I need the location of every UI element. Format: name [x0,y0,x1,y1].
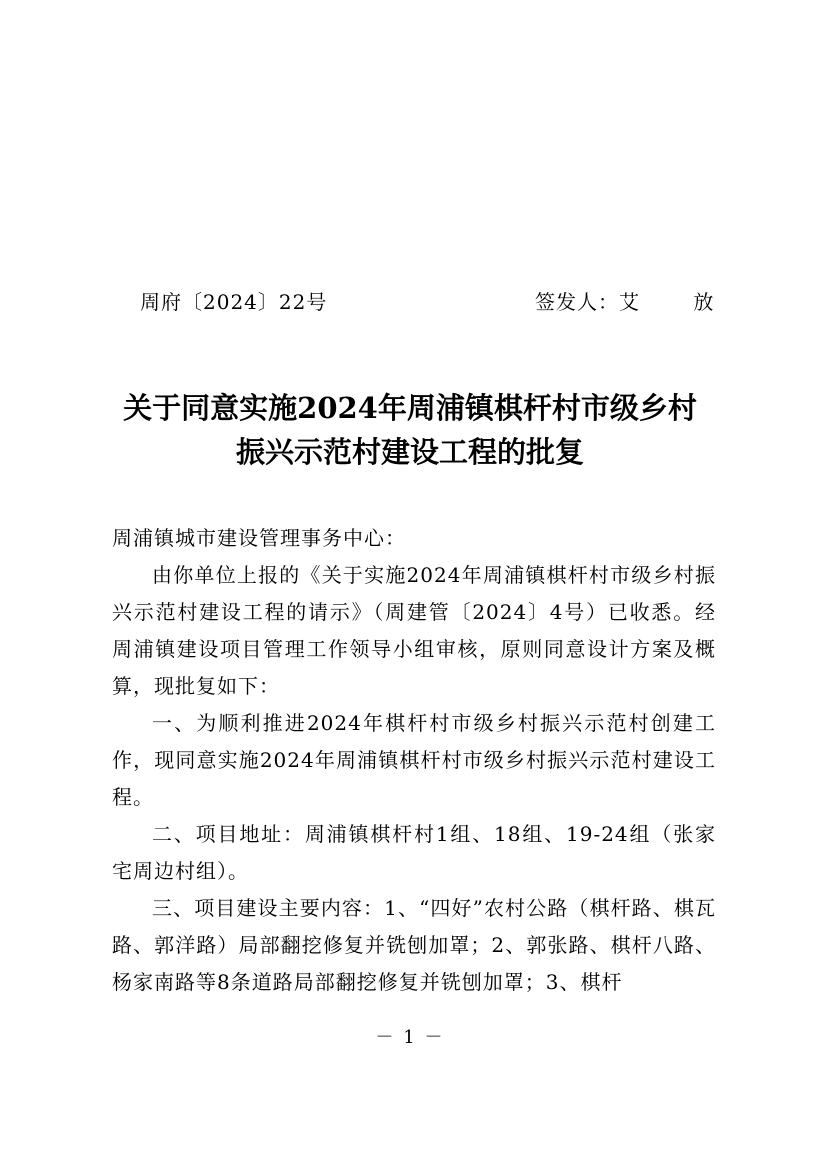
title-line-1: 关于同意实施2024年周浦镇棋杆村市级乡村 [123,391,697,425]
signer-name: 艾 放 [619,290,738,314]
document-number: 周府〔2024〕22号 [140,290,328,314]
addressee: 周浦镇城市建设管理事务中心： [112,526,406,550]
body-paragraph-item-1: 一、为顺利推进2024年棋杆村市级乡村振兴示范村创建工作，现同意实施2024年周浦镇棋杆村市级乡村振兴示范村建设工程。 [112,711,716,809]
title-line-2: 振兴示范村建设工程的批复 [235,435,584,469]
signer-line [535,288,737,316]
page-number: － 1 － [375,1027,445,1048]
document-title [60,386,760,474]
document-body [112,520,716,1001]
body-paragraph-intro: 由你单位上报的《关于实施2024年周浦镇棋杆村市级乡村振兴示范村建设工程的请示》（周建管〔2024〕4号）已收悉。经周浦镇建设项目管理工作领导小组审核，原则同意设计方案及概算，现批复如下： [112,563,716,698]
body-paragraph-item-2: 二、项目地址：周浦镇棋杆村1组、18组、19-24组（张家宅周边村组）。 [112,822,716,883]
signer-label: 签发人： [535,290,619,314]
body-paragraph-item-3: 三、项目建设主要内容：1、“四好”农村公路（棋杆路、棋瓦路、郭洋路）局部翻挖修复并铣刨加罩；2、郭张路、棋杆八路、杨家南路等8条道路局部翻挖修复并铣刨加罩；3、棋杆 [112,896,716,994]
